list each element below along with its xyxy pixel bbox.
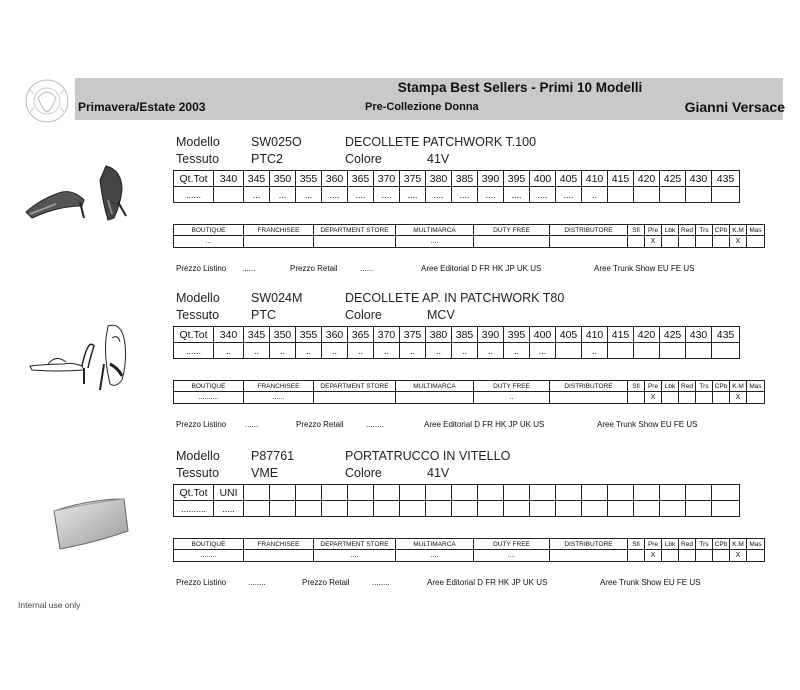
flag-value-cell: [628, 392, 645, 404]
size-cell: Qt.Tot: [174, 171, 214, 187]
quantity-cell: [712, 501, 740, 517]
channel-header-cell: DISTRIBUTORE: [550, 381, 628, 392]
flag-header-cell: Red: [679, 225, 696, 236]
flag-value-cell: X: [645, 392, 662, 404]
size-cell: [426, 485, 452, 501]
quantity-cell: [582, 501, 608, 517]
quantity-cell: [452, 501, 478, 517]
size-cell: 390: [478, 171, 504, 187]
distribution-value-row: [174, 550, 765, 562]
size-cell: 355: [296, 171, 322, 187]
flag-value-cell: [662, 236, 679, 248]
flag-value-cell: X: [730, 236, 747, 248]
channel-header-cell: FRANCHISEE: [244, 539, 314, 550]
prezzo-listino-label: Prezzo Listino: [176, 420, 227, 429]
channel-header-cell: DUTY FREE: [474, 381, 550, 392]
channel-value-cell: [474, 236, 550, 248]
size-cell: 375: [400, 327, 426, 343]
quantity-cell: [400, 501, 426, 517]
aree-editorial-label: Aree Editorial D FR HK JP UK US: [427, 578, 548, 587]
quantity-cell: [296, 501, 322, 517]
flag-value-cell: [696, 550, 713, 562]
prezzo-listino-label: Prezzo Listino: [176, 578, 227, 587]
channel-header-cell: FRANCHISEE: [244, 225, 314, 236]
flag-header-cell: Pre: [645, 225, 662, 236]
channel-value-cell: [314, 236, 396, 248]
tessuto-value: VME: [251, 466, 279, 480]
flag-value-cell: [628, 550, 645, 562]
channel-value-cell: ....: [314, 550, 396, 562]
flag-header-cell: Mas: [747, 381, 765, 392]
size-cell: [322, 485, 348, 501]
flag-header-cell: K.M: [730, 381, 747, 392]
flag-header-cell: Pre: [645, 539, 662, 550]
size-cell: [608, 485, 634, 501]
size-cell: 390: [478, 327, 504, 343]
flag-header-cell: Trs: [696, 381, 713, 392]
size-cell: [660, 485, 686, 501]
size-cell: [478, 485, 504, 501]
size-cell: 425: [660, 327, 686, 343]
channel-value-cell: [550, 392, 628, 404]
quantity-cell: ....: [348, 187, 374, 203]
flag-value-cell: [696, 236, 713, 248]
tessuto-value: PTC2: [251, 152, 283, 166]
flag-value-cell: [662, 392, 679, 404]
size-cell: [270, 485, 296, 501]
quantity-cell: ....: [452, 187, 478, 203]
product-block: [0, 291, 800, 451]
channel-value-cell: ..........: [174, 392, 244, 404]
quantity-cell: [634, 187, 660, 203]
size-cell: 420: [634, 327, 660, 343]
channel-header-cell: MULTIMARCA: [396, 539, 474, 550]
size-cell: 340: [214, 327, 244, 343]
channel-value-cell: [244, 550, 314, 562]
quantity-cell: ..: [426, 343, 452, 359]
prezzo-retail-label: Prezzo Retail: [296, 420, 344, 429]
quantity-cell: [660, 501, 686, 517]
quantity-cell: ...: [296, 187, 322, 203]
flag-header-cell: CPb: [713, 381, 730, 392]
flag-value-cell: [679, 550, 696, 562]
flag-header-cell: Mas: [747, 539, 765, 550]
flag-value-cell: X: [645, 236, 662, 248]
flag-header-cell: Red: [679, 539, 696, 550]
channel-value-cell: ...: [174, 236, 244, 248]
quantity-row: [174, 501, 740, 517]
flag-value-cell: [662, 550, 679, 562]
quantity-cell: [374, 501, 400, 517]
size-cell: 405: [556, 327, 582, 343]
channel-header-cell: BOUTIQUE: [174, 225, 244, 236]
flag-header-cell: Sfi: [628, 225, 645, 236]
flag-header-cell: Mas: [747, 225, 765, 236]
aree-editorial-label: Aree Editorial D FR HK JP UK US: [421, 264, 542, 273]
size-cell: 395: [504, 327, 530, 343]
colore-value: MCV: [427, 308, 455, 322]
quantity-cell: [478, 501, 504, 517]
prezzo-retail-value: ........: [372, 578, 390, 587]
flag-header-cell: K.M: [730, 539, 747, 550]
channel-value-cell: [244, 236, 314, 248]
quantity-cell: ...: [270, 187, 296, 203]
quantity-cell: [556, 501, 582, 517]
size-cell: 350: [270, 327, 296, 343]
flag-header-cell: Lbk: [662, 539, 679, 550]
prezzo-listino-value: ......: [242, 264, 256, 273]
channel-header-cell: MULTIMARCA: [396, 381, 474, 392]
flag-value-cell: X: [730, 550, 747, 562]
size-header-row: [174, 485, 740, 501]
size-cell: 375: [400, 171, 426, 187]
product-description: DECOLLETE PATCHWORK T.100: [345, 135, 537, 149]
quantity-cell: [608, 187, 634, 203]
quantity-cell: [270, 501, 296, 517]
product-block: [0, 449, 800, 609]
quantity-cell: [686, 187, 712, 203]
colore-label: Colore: [345, 152, 382, 166]
channel-header-cell: DISTRIBUTORE: [550, 539, 628, 550]
distribution-header-row: [174, 381, 765, 392]
flag-value-cell: [747, 236, 765, 248]
medusa-logo-icon: [24, 76, 70, 126]
quantity-cell: [244, 501, 270, 517]
size-cell: [244, 485, 270, 501]
size-cell: [400, 485, 426, 501]
flag-header-cell: Sfi: [628, 539, 645, 550]
size-cell: 435: [712, 327, 740, 343]
size-cell: 340: [214, 171, 244, 187]
flag-value-cell: [696, 392, 713, 404]
size-cell: 410: [582, 171, 608, 187]
aree-trunk-label: Aree Trunk Show EU FE US: [597, 420, 698, 429]
colore-value: 41V: [427, 466, 450, 480]
flag-value-cell: [747, 392, 765, 404]
size-cell: [582, 485, 608, 501]
aree-trunk-label: Aree Trunk Show EU FE US: [600, 578, 701, 587]
product-block: [0, 135, 800, 295]
size-cell: [530, 485, 556, 501]
size-cell: 350: [270, 171, 296, 187]
quantity-cell: ..: [504, 343, 530, 359]
flag-value-cell: [713, 392, 730, 404]
quantity-cell: [608, 343, 634, 359]
quantity-cell: ......: [174, 343, 214, 359]
flag-header-cell: K.M: [730, 225, 747, 236]
season-label: Primavera/Estate 2003: [78, 100, 206, 114]
size-cell: 370: [374, 171, 400, 187]
quantity-cell: ..: [582, 187, 608, 203]
quantity-cell: ..: [478, 343, 504, 359]
size-cell: [634, 485, 660, 501]
channel-value-cell: ....: [396, 236, 474, 248]
channel-header-cell: DEPARTMENT STORE: [314, 539, 396, 550]
channel-value-cell: ....: [396, 550, 474, 562]
modello-label: Modello: [176, 135, 220, 149]
size-cell: 430: [686, 171, 712, 187]
distribution-header-row: [174, 539, 765, 550]
quantity-cell: [504, 501, 530, 517]
channel-header-cell: FRANCHISEE: [244, 381, 314, 392]
quantity-cell: ..: [322, 343, 348, 359]
quantity-cell: ..: [296, 343, 322, 359]
colore-label: Colore: [345, 308, 382, 322]
quantity-cell: ..........: [174, 501, 214, 517]
quantity-cell: [686, 501, 712, 517]
size-cell: 365: [348, 327, 374, 343]
size-cell: 395: [504, 171, 530, 187]
quantity-cell: ..: [374, 343, 400, 359]
size-cell: [556, 485, 582, 501]
quantity-cell: ....: [400, 187, 426, 203]
size-cell: [348, 485, 374, 501]
size-cell: [712, 485, 740, 501]
prezzo-retail-label: Prezzo Retail: [302, 578, 350, 587]
size-cell: [504, 485, 530, 501]
tessuto-label: Tessuto: [176, 152, 220, 166]
size-cell: 415: [608, 327, 634, 343]
colore-label: Colore: [345, 466, 382, 480]
flag-header-cell: Pre: [645, 381, 662, 392]
flag-header-cell: Lbk: [662, 381, 679, 392]
channel-value-cell: [396, 392, 474, 404]
flag-value-cell: [713, 236, 730, 248]
size-cell: 420: [634, 171, 660, 187]
collection-label: Pre-Collezione Donna: [365, 101, 479, 113]
size-header-row: [174, 327, 740, 343]
quantity-cell: [556, 343, 582, 359]
size-cell: 355: [296, 327, 322, 343]
channel-value-cell: ..: [474, 392, 550, 404]
channel-value-cell: [550, 236, 628, 248]
quantity-cell: [214, 187, 244, 203]
channel-value-cell: [550, 550, 628, 562]
prezzo-listino-value: ........: [248, 578, 266, 587]
modello-code: SW024M: [251, 291, 303, 305]
quantity-cell: ...: [244, 187, 270, 203]
size-cell: Qt.Tot: [174, 485, 214, 501]
size-cell: 400: [530, 171, 556, 187]
size-cell: 380: [426, 327, 452, 343]
colore-value: 41V: [427, 152, 450, 166]
distribution-header-row: [174, 225, 765, 236]
prezzo-retail-value: ........: [366, 420, 384, 429]
flag-header-cell: Trs: [696, 539, 713, 550]
size-cell: 345: [244, 171, 270, 187]
modello-label: Modello: [176, 449, 220, 463]
distribution-table: [173, 538, 765, 562]
tessuto-label: Tessuto: [176, 466, 220, 480]
flag-value-cell: X: [645, 550, 662, 562]
size-cell: 360: [322, 327, 348, 343]
prezzo-retail-label: Prezzo Retail: [290, 264, 338, 273]
flag-header-cell: Trs: [696, 225, 713, 236]
quantity-cell: [348, 501, 374, 517]
flag-value-cell: [679, 236, 696, 248]
size-cell: 345: [244, 327, 270, 343]
quantity-cell: ..: [244, 343, 270, 359]
tessuto-value: PTC: [251, 308, 276, 322]
quantity-cell: ..: [452, 343, 478, 359]
flag-value-cell: [747, 550, 765, 562]
prezzo-listino-label: Prezzo Listino: [176, 264, 227, 273]
page-title: Stampa Best Sellers - Primi 10 Modelli: [397, 80, 643, 95]
channel-value-cell: ........: [174, 550, 244, 562]
flag-value-cell: [628, 236, 645, 248]
quantity-cell: [634, 501, 660, 517]
size-cell: 435: [712, 171, 740, 187]
quantity-cell: ..: [214, 343, 244, 359]
quantity-cell: ..: [400, 343, 426, 359]
flag-value-cell: [679, 392, 696, 404]
quantity-cell: [322, 501, 348, 517]
distribution-table: [173, 380, 765, 404]
quantity-cell: [660, 187, 686, 203]
channel-value-cell: ......: [244, 392, 314, 404]
flag-header-cell: Red: [679, 381, 696, 392]
aree-editorial-label: Aree Editorial D FR HK JP UK US: [424, 420, 545, 429]
size-quantity-table: [173, 326, 740, 359]
footer-note: Internal use only: [18, 600, 81, 610]
size-cell: 405: [556, 171, 582, 187]
flag-header-cell: Lbk: [662, 225, 679, 236]
prezzo-retail-value: ......: [360, 264, 374, 273]
brand-label: Gianni Versace: [684, 99, 785, 115]
size-cell: 425: [660, 171, 686, 187]
modello-label: Modello: [176, 291, 220, 305]
size-cell: 410: [582, 327, 608, 343]
modello-code: SW025O: [251, 135, 302, 149]
quantity-cell: ....: [426, 187, 452, 203]
size-cell: 365: [348, 171, 374, 187]
quantity-cell: [712, 187, 740, 203]
channel-value-cell: [314, 392, 396, 404]
quantity-cell: ....: [556, 187, 582, 203]
channel-header-cell: DEPARTMENT STORE: [314, 225, 396, 236]
modello-code: P87761: [251, 449, 295, 463]
quantity-cell: ....: [530, 187, 556, 203]
size-cell: 385: [452, 327, 478, 343]
size-header-row: [174, 171, 740, 187]
size-cell: 400: [530, 327, 556, 343]
size-cell: [452, 485, 478, 501]
product-description: DECOLLETE AP. IN PATCHWORK T80: [345, 291, 565, 305]
channel-header-cell: DUTY FREE: [474, 225, 550, 236]
size-quantity-table: [173, 484, 740, 517]
channel-header-cell: BOUTIQUE: [174, 539, 244, 550]
size-quantity-table: [173, 170, 740, 203]
quantity-cell: [660, 343, 686, 359]
quantity-cell: [608, 501, 634, 517]
quantity-cell: .....: [214, 501, 244, 517]
channel-header-cell: BOUTIQUE: [174, 381, 244, 392]
quantity-cell: ....: [504, 187, 530, 203]
quantity-cell: ......: [174, 187, 214, 203]
size-cell: [686, 485, 712, 501]
quantity-cell: ..: [348, 343, 374, 359]
size-cell: 430: [686, 327, 712, 343]
quantity-cell: [426, 501, 452, 517]
quantity-cell: ....: [322, 187, 348, 203]
quantity-cell: ..: [270, 343, 296, 359]
quantity-row: [174, 343, 740, 359]
size-cell: 415: [608, 171, 634, 187]
channel-header-cell: DUTY FREE: [474, 539, 550, 550]
size-cell: 360: [322, 171, 348, 187]
product-description: PORTATRUCCO IN VITELLO: [345, 449, 511, 463]
quantity-cell: ....: [478, 187, 504, 203]
flag-value-cell: X: [730, 392, 747, 404]
size-cell: 370: [374, 327, 400, 343]
flag-header-cell: CPb: [713, 225, 730, 236]
flag-header-cell: CPb: [713, 539, 730, 550]
channel-header-cell: DISTRIBUTORE: [550, 225, 628, 236]
prezzo-listino-value: ......: [245, 420, 259, 429]
header-band: [75, 78, 783, 120]
distribution-value-row: [174, 236, 765, 248]
flag-header-cell: Sfi: [628, 381, 645, 392]
quantity-cell: ..: [582, 343, 608, 359]
size-cell: [374, 485, 400, 501]
distribution-value-row: [174, 392, 765, 404]
quantity-cell: ....: [374, 187, 400, 203]
flag-value-cell: [713, 550, 730, 562]
aree-trunk-label: Aree Trunk Show EU FE US: [594, 264, 695, 273]
quantity-cell: [530, 501, 556, 517]
quantity-row: [174, 187, 740, 203]
size-cell: Qt.Tot: [174, 327, 214, 343]
size-cell: UNI: [214, 485, 244, 501]
size-cell: 385: [452, 171, 478, 187]
channel-header-cell: MULTIMARCA: [396, 225, 474, 236]
quantity-cell: [634, 343, 660, 359]
quantity-cell: [712, 343, 740, 359]
size-cell: 380: [426, 171, 452, 187]
channel-value-cell: ....: [474, 550, 550, 562]
size-cell: [296, 485, 322, 501]
quantity-cell: [686, 343, 712, 359]
channel-header-cell: DEPARTMENT STORE: [314, 381, 396, 392]
quantity-cell: ...: [530, 343, 556, 359]
tessuto-label: Tessuto: [176, 308, 220, 322]
distribution-table: [173, 224, 765, 248]
